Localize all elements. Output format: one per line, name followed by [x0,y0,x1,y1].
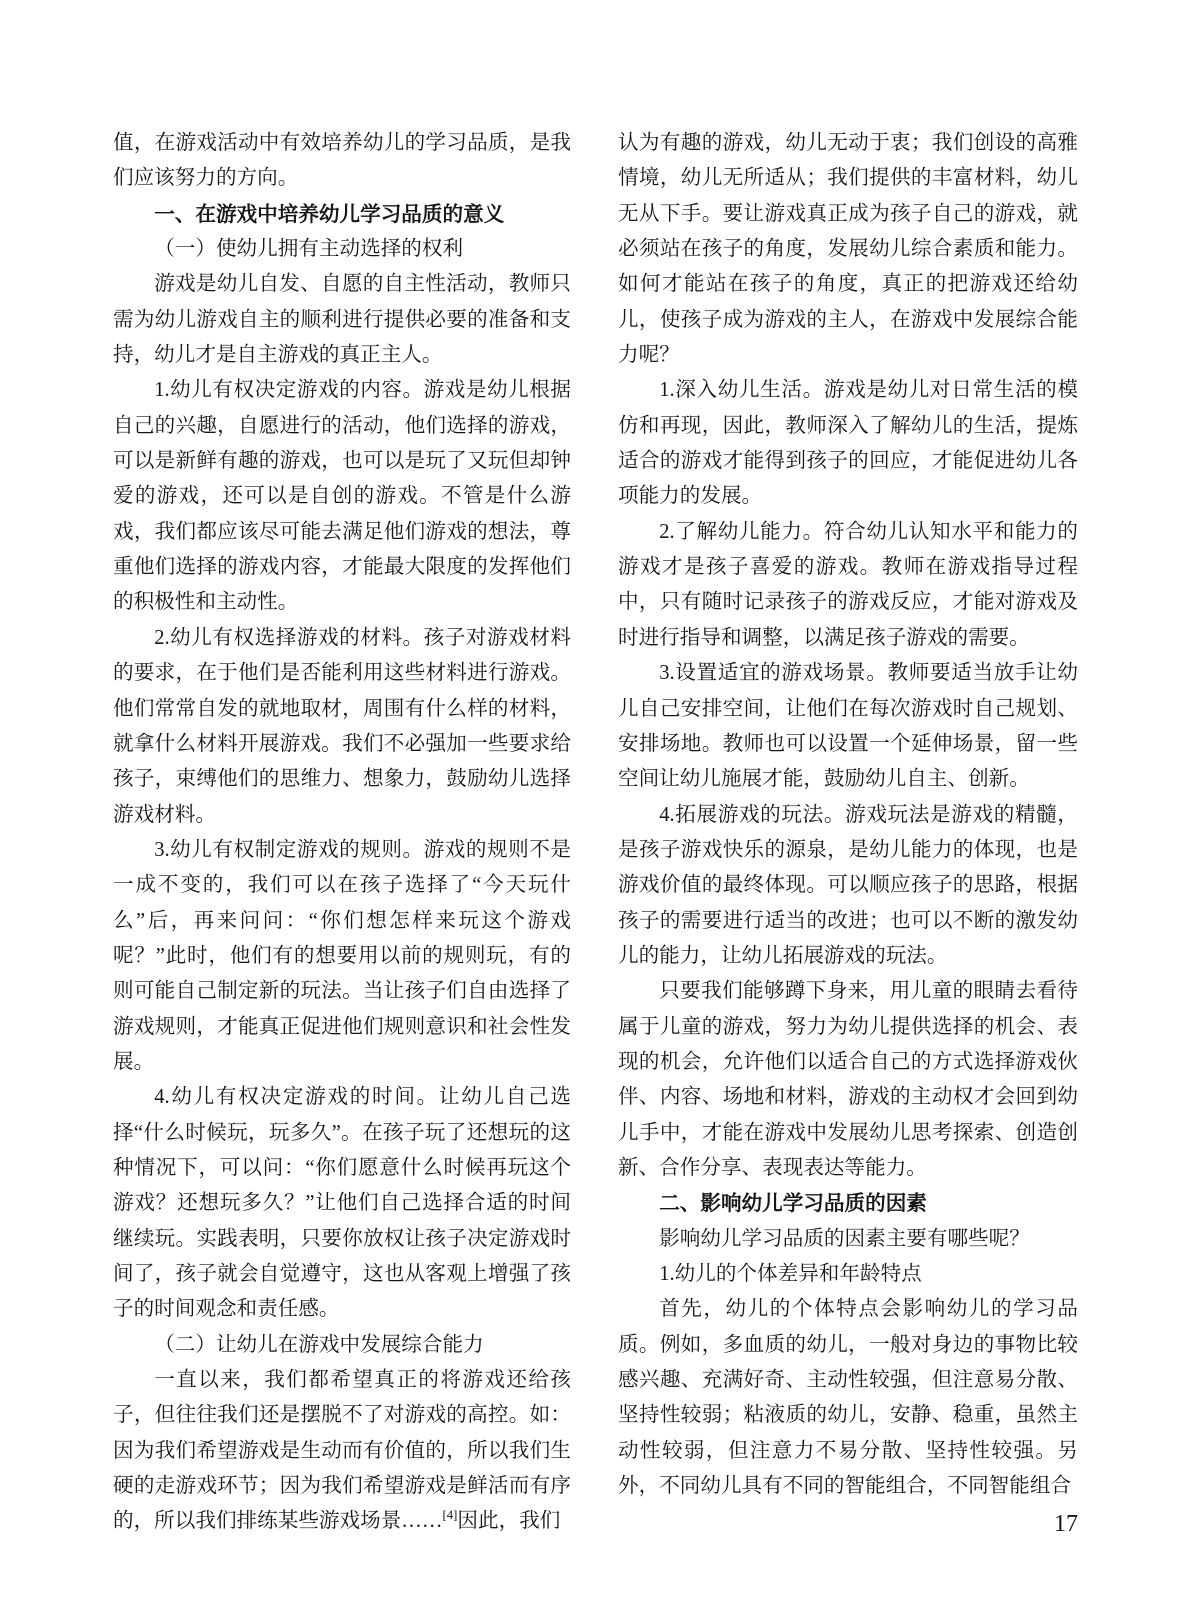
paragraph [618,373,1078,514]
text-run: 一直以来，我们都希望真正的将游戏还给孩子，但往往我们还是摆脱不了对游戏的高控。如：因为我们希望游戏是生动而有价值的，所以我们生硬的走游戏环节；因为我们希望游戏是鲜活而有序的，所以我们排练某些游戏场景…… [113,1369,571,1533]
paragraph [618,126,1078,373]
paragraph [113,1363,571,1540]
text-run: 4.拓展游戏的玩法。游戏玩法是游戏的精髓，是孩子游戏快乐的源泉，是幼儿能力的体现，也是游戏价值的最终体现。可以顺应孩子的思路，根据孩子的需要进行适当的改进；也可以不断的激发幼儿的能力，让幼儿拓展游戏的玩法。 [618,803,1078,967]
paragraph [113,373,571,620]
text-run: 3.幼儿有权制定游戏的规则。游戏的规则不是一成不变的，我们可以在孩子选择了“今天玩什么”后，再来问问：“你们想怎样来玩这个游戏呢？”此时，他们有的想要用以前的规则玩，有的则可能自己制定新的玩法。当让孩子们自由选择了游戏规则，才能真正促进他们规则意识和社会性发展。 [113,838,571,1073]
text-run: 值，在游戏活动中有效培养幼儿的学习品质，是我们应该努力的方向。 [113,132,571,190]
paragraph [618,974,1078,1186]
left-text-column [113,126,571,1540]
text-run: 影响幼儿学习品质的因素主要有哪些呢？ [659,1227,1030,1250]
text-run: 认为有趣的游戏，幼儿无动于衷；我们创设的高雅情境，幼儿无所适从；我们提供的丰富材料，幼儿无从下手。要让游戏真正成为孩子自己的游戏，就必须站在孩子的角度，发展幼儿综合素质和能力。如何才能站在孩子的角度，真正的把游戏还给幼儿，使孩子成为游戏的主人，在游戏中发展综合能力呢？ [618,132,1078,367]
text-run: 1.幼儿有权决定游戏的内容。游戏是幼儿根据自己的兴趣，自愿进行的活动，他们选择的游戏，可以是新鲜有趣的游戏，也可以是玩了又玩但却钟爱的游戏，还可以是自创的游戏。不管是什么游戏，我们都应该尽可能去满足他们游戏的想法，尊重他们选择的游戏内容，才能最大限度的发挥他们的积极性和主动性。 [113,379,571,614]
paragraph [618,515,1078,656]
paragraph [113,126,571,197]
paragraph [618,798,1078,975]
footnote-reference: [4] [442,1508,458,1523]
text-run: 二、影响幼儿学习品质的因素 [659,1192,927,1216]
text-run: 一、在游戏中培养幼儿学习品质的意义 [154,202,505,226]
text-run: 首先，幼儿的个体特点会影响幼儿的学习品质。例如，多血质的幼儿，一般对身边的事物比较感兴趣、充满好奇、主动性较强，但注意易分散、坚持性较弱；粘液质的幼儿，安静、稳重，虽然主动性较弱，但注意力不易分散、坚持性较强。另外，不同幼儿具有不同的智能组合，不同智能组合 [618,1298,1078,1498]
sub-heading [113,232,571,267]
text-run: 游戏是幼儿自发、自愿的自主性活动，教师只需为幼儿游戏自主的顺利进行提供必要的准备和支持，幼儿才是自主游戏的真正主人。 [113,273,571,367]
paragraph [113,1080,571,1327]
right-text-column [618,126,1078,1504]
text-run: 1.深入幼儿生活。游戏是幼儿对日常生活的模仿和再现，因此，教师深入了解幼儿的生活，提炼适合的游戏才能得到孩子的回应，才能促进幼儿各项能力的发展。 [618,379,1078,508]
paragraph [618,656,1078,797]
sub-heading [113,1328,571,1363]
text-run: （二）让幼儿在游戏中发展综合能力 [154,1333,484,1356]
paragraph [618,1257,1078,1292]
text-run: 2.幼儿有权选择游戏的材料。孩子对游戏材料的要求，在于他们是否能利用这些材料进行游戏。他们常常自发的就地取材，周围有什么样的材料，就拿什么材料开展游戏。我们不必强加一些要求给孩子，束缚他们的思维力、想象力，鼓励幼儿选择游戏材料。 [113,626,571,826]
text-run: 因此，我们 [457,1510,561,1533]
text-run: 4.幼儿有权决定游戏的时间。让幼儿自己选择“什么时候玩，玩多久”。在孩子玩了还想玩的这种情况下，可以问：“你们愿意什么时候再玩这个游戏？还想玩多久？”让他们自己选择合适的时间继续玩。实践表明，只要你放权让孩子决定游戏时间了，孩子就会自觉遵守，这也从客观上增强了孩子的时间观念和责任感。 [113,1086,571,1321]
text-run: 3.设置适宜的游戏场景。教师要适当放手让幼儿自己安排空间，让他们在每次游戏时自己规划、安排场地。教师也可以设置一个延伸场景，留一些空间让幼儿施展才能，鼓励幼儿自主、创新。 [618,662,1078,791]
text-run: 只要我们能够蹲下身来，用儿童的眼睛去看待属于儿童的游戏，努力为幼儿提供选择的机会、表现的机会，允许他们以适合自己的方式选择游戏伙伴、内容、场地和材料，游戏的主动权才会回到幼儿手中，才能在游戏中发展幼儿思考探索、创造创新、合作分享、表现表达等能力。 [618,980,1078,1179]
paragraph [113,833,571,1080]
text-run: 1.幼儿的个体差异和年龄特点 [659,1263,922,1285]
paragraph [113,621,571,833]
paragraph [618,1222,1078,1257]
section-heading [618,1186,1078,1221]
text-run: 2.了解幼儿能力。符合幼儿认知水平和能力的游戏才是孩子喜爱的游戏。教师在游戏指导过程中，只有随时记录孩子的游戏反应，才能对游戏及时进行指导和调整，以满足孩子游戏的需要。 [618,520,1078,649]
paragraph [618,1292,1078,1504]
page-number: 17 [1054,1511,1078,1537]
text-run: （一）使幼儿拥有主动选择的权利 [154,238,464,261]
paragraph [113,267,571,373]
section-heading [113,197,571,232]
